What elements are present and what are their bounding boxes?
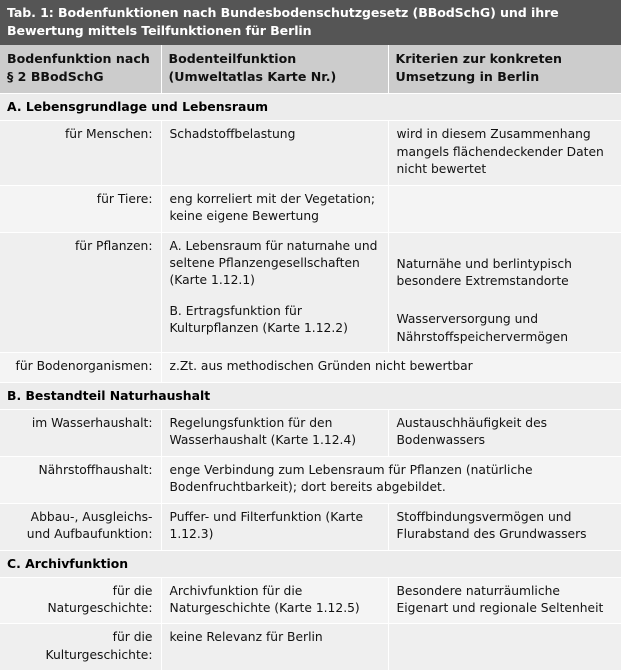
row-subfunction-cell [161, 232, 388, 353]
row-subfunction-cell [161, 121, 388, 185]
criteria-paragraph: Austauschhäufigkeit des Bodenwassers [396, 415, 548, 448]
row-subfunction-cell [161, 624, 388, 671]
subfunction-paragraph: B. Ertragsfunktion für Kulturpflanzen (Karte 1.12.2) [169, 303, 348, 336]
table-row [0, 121, 621, 185]
row-subfunction-cell [161, 456, 621, 503]
criteria-paragraph: Besondere naturräumliche Eigenart und regionale Seltenheit [396, 583, 604, 615]
subfunction-paragraph: Regelungsfunktion für den Wasserhaushalt (Karte 1.12.4) [169, 415, 357, 448]
row-label-cell: für die Kulturgeschichte: [0, 624, 161, 671]
subfunction-paragraph: Schadstoffbelastung [169, 127, 296, 142]
row-label-cell: für Pflanzen: [0, 232, 161, 353]
row-criteria-cell [388, 577, 621, 624]
table-row [0, 624, 621, 671]
row-criteria-cell [388, 409, 621, 456]
column-header-line2: Umsetzung in Berlin [395, 69, 540, 84]
row-criteria-cell [388, 503, 621, 550]
row-criteria-cell [388, 624, 621, 671]
section-header-row [0, 382, 621, 409]
column-header-line1: Kriterien zur konkreten [395, 50, 562, 66]
column-header-line2: (Umweltatlas Karte Nr.) [168, 69, 337, 84]
table-row [0, 185, 621, 232]
column-header-line2: § 2 BBodSchG [7, 69, 104, 84]
subfunction-paragraph: keine Relevanz für Berlin [169, 630, 323, 645]
column-header-3 [388, 45, 621, 94]
table-row [0, 456, 621, 503]
table-row [0, 503, 621, 550]
criteria-paragraph: wird in diesem Zusammenhang mangels flächendeckender Daten nicht bewertet [396, 127, 604, 177]
row-label-cell: für Menschen: [0, 121, 161, 185]
row-subfunction-cell [161, 409, 388, 456]
row-criteria-cell [388, 121, 621, 185]
table-row [0, 232, 621, 353]
subfunction-paragraph: eng korreliert mit der Vegetation; keine eigene Bewertung [169, 191, 376, 224]
criteria-paragraph: Wasserversorgung und Nährstoffspeichervermögen [396, 312, 569, 344]
row-label-cell: für die Naturgeschichte: [0, 577, 161, 624]
section-title: C. Archivfunktion [0, 550, 621, 577]
row-subfunction-cell [161, 503, 388, 550]
subfunction-paragraph: z.Zt. aus methodischen Gründen nicht bewertbar [169, 359, 473, 374]
subfunction-paragraph: enge Verbindung zum Lebensraum für Pflanzen (natürliche Bodenfruchtbarkeit); dort bereits abgebildet. [169, 462, 533, 495]
criteria-paragraph: Stoffbindungsvermögen und Flurabstand des Grundwassers [396, 509, 587, 542]
subfunction-paragraph: Archivfunktion für die Naturgeschichte (Karte 1.12.5) [169, 583, 360, 615]
row-criteria-cell [388, 232, 621, 353]
section-header-row [0, 550, 621, 577]
row-label-cell: für Tiere: [0, 185, 161, 232]
section-title: A. Lebensgrundlage und Lebensraum [0, 94, 621, 121]
table-caption: Tab. 1: Bodenfunktionen nach Bundesbodenschutzgesetz (BBodSchG) und ihre Bewertung mittels Teilfunktionen für Berlin [0, 0, 621, 45]
row-subfunction-cell [161, 353, 621, 382]
row-label-cell: im Wasserhaushalt: [0, 409, 161, 456]
row-label-cell: Nährstoffhaushalt: [0, 456, 161, 503]
column-header-row [0, 45, 621, 94]
subfunction-paragraph: A. Lebensraum für naturnahe und seltene Pflanzengesellschaften (Karte 1.12.1) [169, 238, 378, 288]
column-header-line1: Bodenteilfunktion [168, 50, 297, 66]
row-label-cell: Abbau-, Ausgleichs- und Aufbaufunktion: [0, 503, 161, 550]
criteria-paragraph: Naturnähe und berlintypisch besondere Extremstandorte [396, 256, 572, 288]
section-header-row [0, 94, 621, 121]
column-header-1 [0, 45, 161, 94]
table-row [0, 353, 621, 382]
table-row [0, 577, 621, 624]
subfunction-paragraph: Puffer- und Filterfunktion (Karte 1.12.3) [169, 509, 364, 542]
row-subfunction-cell [161, 577, 388, 624]
row-label-cell: für Bodenorganismen: [0, 353, 161, 382]
table-row [0, 409, 621, 456]
section-title: B. Bestandteil Naturhaushalt [0, 382, 621, 409]
row-criteria-cell [388, 185, 621, 232]
row-subfunction-cell [161, 185, 388, 232]
column-header-2 [161, 45, 388, 94]
column-header-line1: Bodenfunktion nach [7, 50, 150, 66]
table-caption-row [0, 0, 621, 45]
